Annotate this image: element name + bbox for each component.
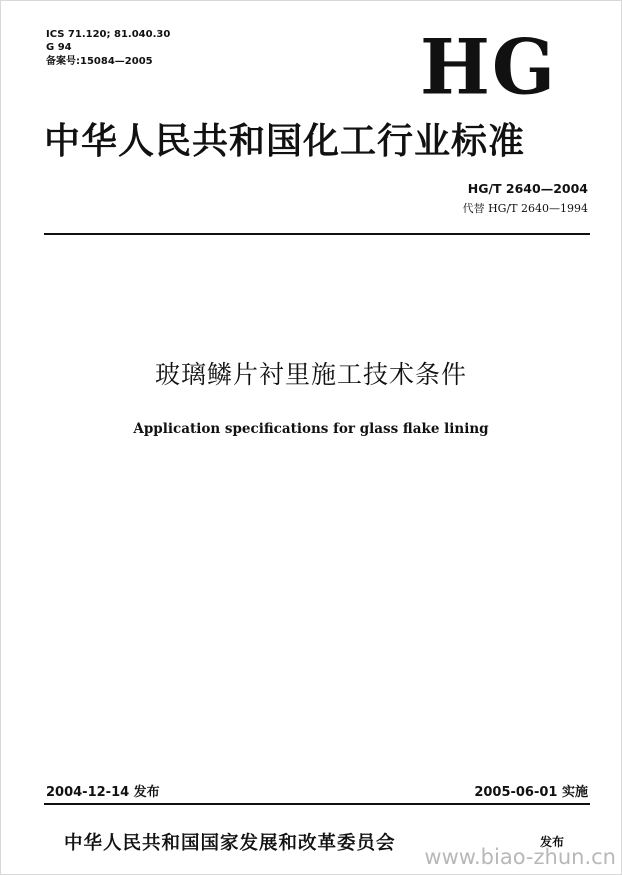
top-divider bbox=[44, 233, 590, 235]
watermark: www.biao-zhun.cn bbox=[424, 845, 616, 869]
classification-code: G 94 bbox=[46, 42, 72, 53]
standard-category: 中华人民共和国化工行业标准 bbox=[44, 121, 526, 162]
standard-number: HG/T 2640—2004 bbox=[467, 181, 588, 196]
ics-code: ICS 71.120; 81.040.30 bbox=[46, 29, 171, 40]
title-english: Application specifications for glass flake lining bbox=[133, 421, 489, 437]
implementation-date: 2005-06-01 实施 bbox=[474, 785, 588, 800]
issue-date: 2004-12-14 发布 bbox=[46, 785, 160, 800]
bottom-divider bbox=[44, 803, 590, 805]
issuing-authority: 中华人民共和国国家发展和改革委员会 bbox=[64, 833, 396, 854]
title-chinese: 玻璃鳞片衬里施工技术条件 bbox=[154, 360, 467, 389]
hg-logo: HG bbox=[420, 24, 558, 112]
issuer-suffix: 发布 bbox=[540, 835, 565, 849]
filing-number: 备案号:15084—2005 bbox=[46, 56, 153, 67]
replaces-standard: 代替 HG/T 2640—1994 bbox=[462, 202, 588, 215]
